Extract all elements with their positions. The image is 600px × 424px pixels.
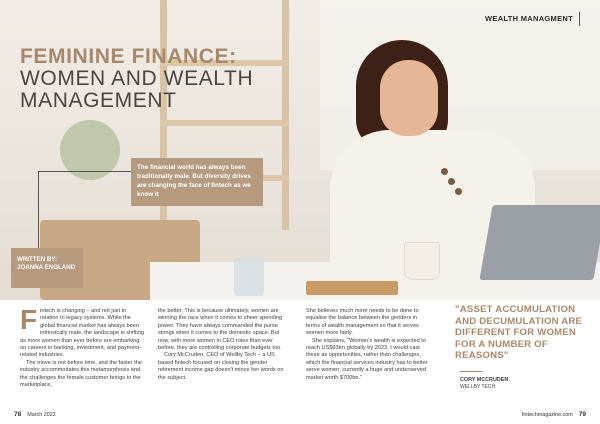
pull-quote: "ASSET ACCUMULATION AND DECUMULATION ARE DIFFERENT FOR WOMEN FOR A NUMBER OF REASONS" [455, 304, 583, 361]
paragraph: She believes much more needs to be done to equalise the balance between the genders in terms of wealth management so that it serves women more fairly. [306, 308, 419, 337]
author-label: WRITTEN BY: [17, 256, 58, 263]
drop-cap: F [20, 304, 38, 335]
mug [404, 242, 440, 280]
section-tag: WEALTH MANAGMENT [485, 12, 580, 26]
article-title [20, 46, 253, 112]
page-number-left: 78 [14, 411, 22, 418]
title-line-3: MANAGEMENT [20, 89, 177, 112]
body-column-3 [306, 308, 432, 382]
pencil-cup [234, 258, 264, 296]
shelf-post [282, 0, 289, 230]
sweater-button [448, 178, 455, 185]
quote-attribution-org: WELLBY TECH [460, 384, 496, 390]
footer-right [522, 411, 586, 418]
sweater-button [455, 188, 462, 195]
connector-line [38, 171, 39, 248]
paragraph: Cory McCruden, CEO of Wellby Tech – a US based fintech focused on closing the gender retirement income gap doesn't mince her words on the subject. [158, 352, 284, 381]
body-column-2 [158, 308, 286, 382]
paragraph: the better. This is because ultimately, women are winning the race when it comes to sheer spending power. They have always commanded the purse strings when it comes to the domestic space. But now, with more women in CEO roles than ever before, they are controlling corporate budgets too. [158, 308, 283, 352]
author-box [11, 248, 83, 288]
woman-face [380, 60, 438, 136]
paragraph-text: intech is changing – and not just in relation to legacy systems. While the global financial market has always been intrinsically male, the landscape is shifting as more women than ever before are embarking on careers in banking, investment, and payment-related industries. [20, 308, 144, 359]
page-number-right: 79 [578, 411, 586, 418]
author-name: JOANNA ENGLAND [17, 264, 76, 271]
body-column-1 [20, 304, 144, 389]
paragraph: The move is not before time, and the faster the industry accommodates this metamorphosis and the challenges the female customer brings to the marketplace, [20, 359, 142, 389]
site-url: fintechmagazine.com [521, 412, 573, 418]
paragraph [20, 304, 144, 360]
laptop [479, 205, 600, 280]
title-line-2: WOMEN AND WEALTH [20, 67, 254, 90]
sweater-button [441, 168, 448, 175]
notebook [306, 281, 398, 295]
quote-divider [460, 371, 482, 372]
paragraph: She explains, "Women's wealth is expected to reach US$93trn globally by 2023. I would cast these as opportunities, rather than challenges, which the financial services industry has to better serve women, currently a huge and underserved market worth $700bn." [306, 337, 428, 381]
quote-attribution-name: CORY MCCRUDEN [460, 377, 509, 383]
issue-date: March 2022 [27, 412, 56, 418]
connector-line [38, 171, 131, 172]
shelf-board [160, 120, 289, 126]
intro-standfirst: The financial world has always been traditionally male. But diversity drives are changing the face of fintech as we know it [131, 158, 263, 206]
footer-left [14, 411, 56, 418]
title-line-1: FEMININE FINANCE: [20, 45, 237, 68]
